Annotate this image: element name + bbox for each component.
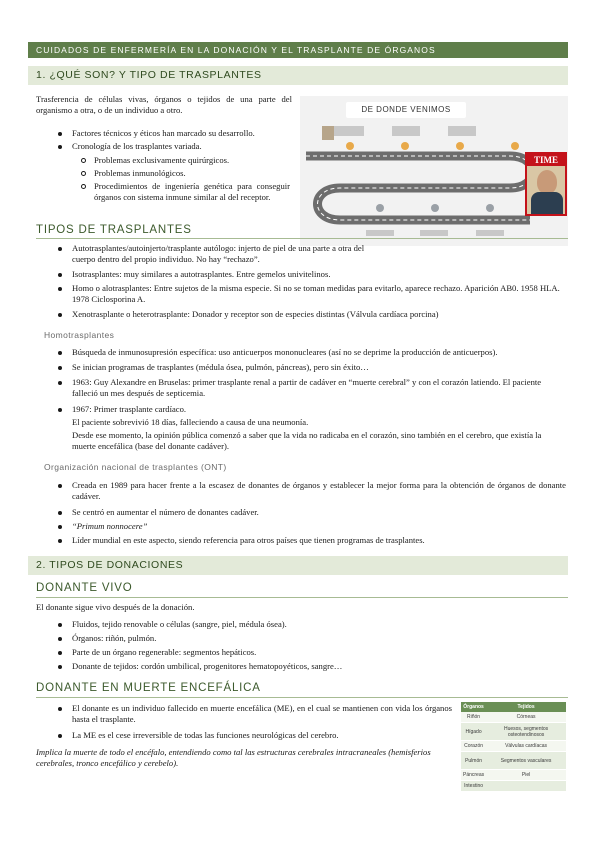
vivo-parte-organo: Parte de un órgano regenerable: segmentos hepáticos. bbox=[72, 647, 566, 658]
donante-vivo-intro: El donante sigue vivo después de la donación. bbox=[36, 602, 195, 612]
tipos-underline bbox=[36, 238, 568, 239]
homo-programas: Se inician programas de trasplantes (médula ósea, pulmón, páncreas), pero sin éxito… bbox=[72, 362, 566, 373]
homo-1963: 1963: Guy Alexandre en Bruselas: primer trasplante renal a partir de cadáver en “muerte cerebral” y con el corazón latiendo. El paciente falleció un mes después de septicemia. bbox=[72, 377, 566, 399]
homotrasplantes-heading: Homotrasplantes bbox=[44, 330, 115, 340]
vivo-organos: Órganos: riñón, pulmón. bbox=[72, 633, 566, 644]
vivo-tejidos: Donante de tejidos: cordón umbilical, progenitores hematopoyéticos, sangre… bbox=[72, 661, 566, 672]
time-masthead: TIME bbox=[527, 154, 565, 166]
tipo-xeno: Xenotrasplante o heterotrasplante: Donador y receptor son de especies distintas (Válvula cardíaca porcina) bbox=[72, 309, 564, 320]
section-1-heading: 1. ¿QUÉ SON? Y TIPO DE TRASPLANTES bbox=[28, 66, 568, 85]
timeline-graphic bbox=[300, 96, 568, 246]
table-cell: Córneas bbox=[486, 712, 566, 723]
document-banner: CUIDADOS DE ENFERMERÍA EN LA DONACIÓN Y EL TRASPLANTE DE ÓRGANOS bbox=[28, 42, 568, 58]
ont-aumentar: Se centró en aumentar el número de donantes cadáver. bbox=[72, 507, 566, 518]
time-magazine-cover bbox=[525, 152, 567, 216]
homo-busqueda: Búsqueda de inmunosupresión específica: uso anticuerpos mononucleares (así no se deprime la producción de anticuerpos). bbox=[72, 347, 566, 358]
muerte-encefalica-heading: DONANTE EN MUERTE ENCEFÁLICA bbox=[36, 682, 261, 694]
table-row bbox=[461, 770, 566, 781]
encef-cese: La ME es el cese irreversible de todas las funciones neurológicas del cerebro. bbox=[72, 730, 452, 741]
portrait-suit bbox=[531, 192, 563, 214]
tipo-auto-text: Autotrasplantes/autoinjerto/trasplante autólogo: injerto de piel de una parte a otra del cuerpo dentro del propio individuo. No hay “rechazo”. bbox=[72, 243, 365, 264]
table-row bbox=[461, 723, 566, 741]
subbullet-quirurgicos: Problemas exclusivamente quirúrgicos. bbox=[94, 155, 292, 166]
ont-lider: Líder mundial en este aspecto, siendo referencia para otros países que tienen programas de trasplantes. bbox=[72, 535, 566, 546]
organ-tissue-table bbox=[461, 702, 566, 792]
table-cell: Válvulas cardíacas bbox=[486, 741, 566, 752]
tipo-iso: Isotrasplantes: muy similares a autotrasplantes. Entre gemelos univitelinos. bbox=[72, 269, 562, 280]
table-row bbox=[461, 752, 566, 770]
homo-1967-survival: El paciente sobrevivió 18 días, falleciendo a causa de una neumonía. bbox=[72, 417, 309, 427]
table-cell: Pulmón bbox=[461, 752, 486, 770]
table-row bbox=[461, 741, 566, 752]
portrait-face bbox=[537, 170, 557, 194]
table-cell: Intestino bbox=[461, 781, 486, 792]
ont-heading: Organización nacional de trasplantes (ONT) bbox=[44, 462, 227, 472]
encef-nota: Implica la muerte de todo el encéfalo, entendiendo como tal las estructuras cerebrales intracraneales (hemisferios cerebrales, tronco encefálico y cerebelo). bbox=[36, 747, 431, 768]
donante-vivo-underline bbox=[36, 597, 568, 598]
tipos-heading: TIPOS DE TRASPLANTES bbox=[36, 224, 192, 236]
vivo-fluidos: Fluidos, tejido renovable o células (sangre, piel, médula ósea). bbox=[72, 619, 566, 630]
section-2-heading: 2. TIPOS DE DONACIONES bbox=[28, 556, 568, 575]
ont-primum: “Primum nonnocere” bbox=[72, 521, 566, 532]
subbullet-ingenieria: Procedimientos de ingeniería genética para conseguir órganos con sistema inmune similar al del receptor. bbox=[94, 181, 290, 202]
table-cell: Corazón bbox=[461, 741, 486, 752]
timeline-title: DE DONDE VENIMOS bbox=[346, 102, 466, 118]
homo-1967: 1967: Primer trasplante cardíaco. bbox=[72, 404, 566, 415]
homo-1967-opinion: Desde ese momento, la opinión pública comenzó a saber que la vida no radicaba en el corazón, sino también en el cerebro, que existía la muerte encefálica (base del donante cadáver). bbox=[72, 430, 542, 451]
table-cell: Piel bbox=[486, 770, 566, 781]
table-row bbox=[461, 712, 566, 723]
table-cell bbox=[486, 781, 566, 792]
table-cell: Páncreas bbox=[461, 770, 486, 781]
table-row bbox=[461, 781, 566, 792]
table-header-organos: Órganos bbox=[461, 702, 486, 712]
table-cell: Riñón bbox=[461, 712, 486, 723]
donante-vivo-heading: DONANTE VIVO bbox=[36, 582, 133, 594]
ont-creada: Creada en 1989 para hacer frente a la escasez de donantes de órganos y establecer la mejor forma para la obtención de órganos de donante cadáver. bbox=[72, 480, 566, 501]
subbullet-inmunologicos: Problemas inmunológicos. bbox=[94, 168, 292, 179]
milestone-pins bbox=[346, 142, 519, 150]
muerte-encefalica-underline bbox=[36, 697, 568, 698]
tipo-homo: Homo o alotrasplantes: Entre sujetos de la misma especie. Si no se toman medidas para evitarlo, aparece rechazo. Aparición AB0. 1958 HLA. 1978 Ciclosporina A. bbox=[72, 283, 564, 305]
table-cell: Huesos, segmentos osteotendinosos bbox=[486, 723, 566, 741]
table-cell: Hígado bbox=[461, 723, 486, 741]
encef-definicion: El donante es un individuo fallecido en muerte encefálica (ME), en el cual se mantienen con vida los órganos hasta el trasplante. bbox=[72, 703, 452, 724]
intro-paragraph: Trasferencia de células vivas, órganos o tejidos de una parte del organismo a otra, o de un individuo a otro. bbox=[36, 94, 292, 115]
bullet-cronologia: Cronología de los trasplantes variada. bbox=[72, 141, 292, 152]
table-cell: Segmentos vasculares bbox=[486, 752, 566, 770]
bullet-factores: Factores técnicos y éticos han marcado su desarrollo. bbox=[72, 128, 292, 139]
table-header-tejidos: Tejidos bbox=[486, 702, 566, 712]
